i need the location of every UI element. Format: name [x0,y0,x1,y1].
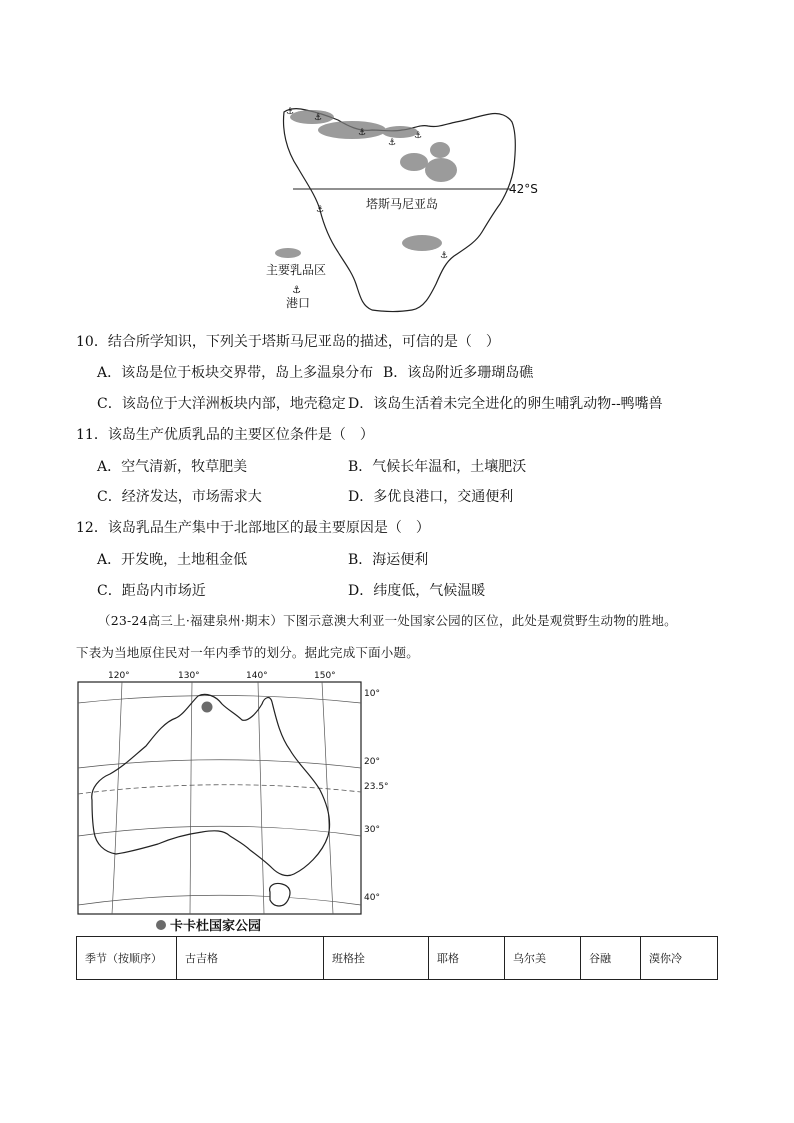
table-cell: 漠你冷 [641,937,718,980]
lat-label-23-5: 23.5° [364,782,389,792]
port-icon: ⚓ [286,107,295,117]
season-table [76,936,718,980]
table-header-cell: 季节（按顺序） [77,937,177,980]
question-10-option-b: B．该岛附近多珊瑚岛礁 [383,365,534,381]
intro-line-2: 下表为当地原住民对一年内季节的划分。据此完成下面小题。 [76,645,419,660]
kakadu-location-dot [202,702,213,713]
question-11-stem: 11．该岛生产优质乳品的主要区位条件是（ ） [76,427,374,443]
port-icon: ⚓ [414,131,423,141]
port-icon: ⚓ [388,138,397,148]
question-11-option-a: A．空气清新，牧草肥美 [97,459,248,475]
legend-dairy-label: 主要乳品区 [266,263,327,277]
legend-kakadu-label: 卡卡杜国家公园 [170,919,262,934]
island-label: 塔斯马尼亚岛 [366,197,439,211]
table-row [77,937,718,980]
table-cell: 古吉格 [177,937,324,980]
tasmania-island [270,883,290,906]
question-11-option-d: D．多优良港口，交通便利 [348,489,514,505]
latitude-label: 42°S [509,182,538,196]
dairy-region-shading [290,110,457,251]
question-12-option-c: C．距岛内市场近 [97,583,206,599]
question-10-option-d: D．该岛生活着未完全进化的卵生哺乳动物--鸭嘴兽 [348,396,663,412]
legend-kakadu-dot [156,920,166,930]
table-cell: 耶格 [429,937,505,980]
question-10-option-a: A．该岛是位于板块交界带，岛上多温泉分布 [97,365,374,381]
question-11-option-c: C．经济发达，市场需求大 [97,489,262,505]
lat-labels [364,689,389,903]
legend-dairy-swatch [275,248,301,258]
table-cell: 谷融 [581,937,641,980]
tasmania-map [0,0,794,330]
question-12-stem: 12．该岛乳品生产集中于北部地区的最主要原因是（ ） [76,520,430,536]
question-12-option-d: D．纬度低，气候温暖 [348,583,486,599]
lon-label-130: 130° [178,671,200,681]
australia-map [0,660,794,936]
intro-line-1: （23-24高三上·福建泉州·期末）下图示意澳大利亚一处国家公园的区位，此处是观赏野生动物的胜地。 [98,613,677,628]
lon-label-140: 140° [246,671,268,681]
question-10-option-c: C．该岛位于大洋洲板块内部，地壳稳定 [97,396,346,412]
port-icon: ⚓ [440,251,449,261]
table-cell: 乌尔美 [505,937,581,980]
legend-port-icon: ⚓ [292,285,301,296]
lat-label-40: 40° [364,893,380,903]
port-icon: ⚓ [358,128,367,138]
question-11-option-b: B．气候长年温和，土壤肥沃 [348,459,527,475]
port-icon: ⚓ [316,205,325,215]
question-12-option-b: B．海运便利 [348,552,429,568]
question-12-option-a: A．开发晚，土地租金低 [97,552,248,568]
lon-label-120: 120° [108,671,130,681]
lat-label-30: 30° [364,825,380,835]
port-icon: ⚓ [314,113,323,123]
lat-label-10: 10° [364,689,380,699]
lon-labels [108,671,336,681]
legend-port-label: 港口 [286,296,311,310]
table-cell: 班格拴 [324,937,429,980]
question-10-stem: 10．结合所学知识，下列关于塔斯马尼亚岛的描述，可信的是（ ） [76,334,500,350]
lat-label-20: 20° [364,757,380,767]
lon-label-150: 150° [314,671,336,681]
